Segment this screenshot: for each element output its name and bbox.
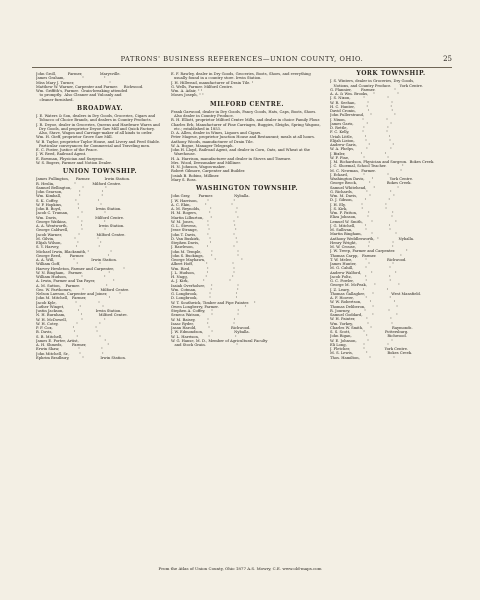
list-item: J. H. Ely, " " (330, 202, 387, 207)
list-item: James Fullington, Farmer. Irwin Station. (36, 177, 131, 182)
list-item: Michael Irwin, Blacksmith, " " (36, 249, 113, 254)
list-item: W. A. Phelps, " " (330, 147, 392, 152)
list-item: George Brock, " Bokes Creek. (330, 181, 412, 186)
list-item: George Mayhawn, " " (171, 258, 243, 262)
list-item: James Garis, " " (330, 121, 393, 126)
list-item: Thomas Gallagher, " West Mansfield. (330, 291, 422, 296)
list-item: D. Rettle, " " (330, 126, 389, 130)
list-item: W. S. Bogers, Farmer and Notion Dealer. (36, 160, 112, 165)
list-item: Jacob Foltz, " " (330, 274, 391, 279)
list-item: A. Irwin, Farmer and Tax Payer, " (36, 279, 115, 284)
list-item: D. A. Allen, dealer in Wines, Liquors and Cigars. (171, 131, 262, 135)
list-item: D. Longbrook, " " (171, 296, 238, 301)
list-item: and Stock Grain. " (171, 343, 239, 347)
list-item: W. R. Seehan, " " (330, 100, 394, 105)
list-item: Anthony Woods, manufacturer of Drain Tile. (171, 139, 254, 144)
list-item: Jacob Warner, " Milford Centre. (36, 232, 126, 237)
list-item: W. M. Baisey, " " (171, 317, 236, 322)
list-item: David Cronin, " " (330, 109, 394, 113)
list-item: J. W. Treep, Farmer and Carpenter. " (330, 249, 408, 254)
list-item: John Gearson, " " (36, 190, 104, 194)
list-item: T. W. Melee, " Richwood. (330, 257, 407, 262)
list-item: A. M. Reynolds, " " (171, 207, 238, 211)
column-middle (171, 72, 323, 347)
list-item: Peter Magrue, proprietor Junction House and Restaurant; meals at all hours. (171, 135, 316, 140)
list-item: Wm. Davis, " Milford Centre. (36, 215, 125, 220)
list-item: George M. McPeak, " " (330, 283, 400, 288)
list-item: A. A. Will, " Irwin Station. (36, 258, 118, 262)
list-item: Thomas Deliberon, " " (330, 304, 399, 309)
list-item: A. A. & Wm. Brooks, " " (330, 92, 399, 96)
washington-township-entries (171, 194, 323, 347)
list-item: M. Sullivan, " " (330, 228, 391, 232)
list-item: Nelson Lawson, Carpenter and Joiner, " (36, 292, 121, 296)
york-township-entries (330, 79, 452, 360)
list-item: to promptly. Also Cleaner and Vulcanly and (36, 93, 122, 98)
section-title-york-township: YORK TOWNSHIP. (356, 70, 426, 77)
list-item: Eli Long, " " (330, 342, 389, 347)
list-item: G. L. Stevens, " " (171, 224, 236, 228)
list-item: Wm. H. Gieff, proprietor Grove Saw Mill. (36, 135, 113, 140)
list-item: Martin Lilburton, " " (171, 215, 239, 220)
list-item: Anthony Weddlesworth, " Nyballa. (330, 236, 415, 241)
list-item: W. E. Johnson, " " (330, 338, 393, 343)
list-item: Wm. A. Adair, " " (171, 89, 203, 93)
list-item: Charles W. Smith, " Raymonds. (330, 325, 413, 330)
list-item: W. G. Hanse, M. D., Member of Agricultural Faculty (171, 338, 268, 343)
list-item: G. Wells, Farmer. Milford Centre. (171, 84, 234, 89)
list-item: Jesse Strange, " " (171, 228, 237, 233)
list-item: Wm. M. Davis, " " (330, 194, 395, 198)
list-item: J. M. Richardson, Physician and Surgeon. Bokes Creek. (330, 160, 435, 164)
list-item: J. W. Reed, Railroad Agent. (36, 152, 87, 157)
list-item: George Watkins, " " (36, 219, 106, 224)
list-item: William Hudson, " " (36, 275, 106, 279)
list-item: William Goff, " " (36, 262, 102, 267)
list-item: M. C. Newman, Farmer. " (330, 168, 403, 173)
list-item: H. C. Hunter, " " (330, 104, 393, 109)
list-item: S. Y. Harvey, " " (36, 245, 101, 250)
list-item: John H. Lloyd, Railroad Agent, and dealer in Corn, Oats, and Wheat at the Warehouse. (171, 148, 310, 157)
list-item: Isaiah Overholser, " " (171, 283, 239, 288)
list-item: Wm. Kimball, " " (36, 194, 104, 199)
list-item: W. H. Painter, " " (330, 317, 392, 322)
list-item: A. J. Kirk, " " (171, 279, 231, 284)
list-item: Martin Bingham, " " (330, 232, 397, 237)
list-item: Uriah Little, " " (330, 134, 391, 139)
list-item: Erwin Shaw, " " (36, 347, 103, 352)
list-item: Samuel Whitehead, " " (330, 185, 400, 190)
list-item: Josiah B. Robins, Milliner. (171, 173, 220, 178)
list-item: J. Nixon, " " (330, 117, 388, 122)
list-item: E. F. Rawley, dealer in Dry Goods, Groceries, Boots, Shoes, and everything usually found in a country store. Irwin Station. (171, 72, 311, 81)
list-item: J. L. Hudson, " " (171, 270, 235, 275)
list-item: R. Journey, " " (330, 308, 391, 313)
list-item: M. W. Crouse, " " (330, 245, 394, 249)
list-item: Stephen A. Coffey, " " (171, 309, 240, 313)
list-item: Thomas Carpp, Farmer. " (330, 253, 402, 258)
misc-entries-middle (171, 72, 323, 98)
list-item: Wm. Cotman, " " (171, 287, 239, 292)
list-item: Robert Gilmore, Carpenter and Builder. (171, 169, 246, 174)
list-item: Justin Jackson, " Irwin Station. (36, 309, 122, 313)
list-item: J. W. Edmondson, " Nyballa. (171, 330, 250, 335)
page-number: 25 (443, 55, 452, 63)
list-item: S. K. Coffey, " " (36, 198, 100, 203)
list-item: Jasan Harold, " Richwood. (171, 326, 251, 330)
list-item: Mrs. Wood, Dressmaker and Milliner. (171, 160, 241, 165)
list-item: Lemuel W. Smith, " " (330, 219, 397, 224)
list-item: J. Z. Leary, " " (330, 287, 389, 292)
list-item: W. M. Jones, " " (171, 219, 235, 224)
list-item: A. M. Sutton, Farmer. " (36, 283, 108, 288)
list-item: Andrew Walford, " " (330, 270, 397, 275)
section-title-broadway: BROADWAY. (77, 104, 123, 112)
list-item: George Caldwell, " " (36, 228, 106, 233)
list-item: Charles Erb, Manufacturer of Fine Carriages, Buggies, Sleighs, Spring Wagons, etc.; established in 1853. (171, 122, 321, 131)
list-item: cleaner furnished. " (36, 97, 111, 102)
list-item: Matthew W. Warner, Carpenter and Farmer. Richwood. (36, 84, 144, 89)
list-item: W. H. Cotey, " " (36, 321, 101, 326)
list-item: G. Longbrook, " " (171, 292, 238, 296)
list-item: J. Rawleson, " " (171, 245, 235, 250)
list-item: A. F. Hoover, " " (330, 296, 392, 300)
list-item: J. Fletcher, " York Centre. (330, 347, 409, 351)
list-item: John T. Davis, " " (171, 232, 235, 237)
list-item: James E. Porter, Artist, " (36, 338, 107, 343)
list-item: J. H. Hillwead, manufacturer of Drain Tile. " (171, 80, 254, 85)
list-item: J. S. Kirk, " " (330, 206, 388, 211)
list-item: H. N. Johnson, Wagon-maker. (171, 165, 226, 169)
list-item: D. J. Gibson, " " (330, 198, 391, 203)
list-item: M. S. Lewis, " Bokes Creek. (330, 351, 413, 356)
milford-centre-entries (171, 110, 323, 182)
list-item: W. P. Hopkins, " " (36, 202, 102, 207)
section-title-washington-township: WASHINGTON TOWNSHIP. (195, 185, 299, 192)
list-item: W. F. Fine, " " (330, 155, 390, 160)
list-item: Harvey Hewleton, Farmer and Carpenter, " (36, 266, 125, 271)
misc-entries (36, 72, 164, 102)
list-item: G. C. Fowler, " " (330, 279, 392, 283)
list-item: G. Plannier, Farmer. " (330, 87, 396, 92)
list-item: Washington Davis, " York Centre. (330, 177, 414, 181)
list-item: M. G. Cahill, " " (330, 266, 391, 271)
list-item: John S. Buckings, " " (171, 253, 239, 258)
list-item: Frank Garwood, dealer in Dry Goods, Fancy Goods, Hats, Caps, Boots, Shoes. Also dealer in Country Produce. (171, 109, 317, 118)
list-item: E. Bowman, Physician and Surgeon. (36, 156, 104, 161)
list-item: Andrew Garis, " " (330, 143, 395, 147)
section-title-union-township: UNION TOWNSHIP. (62, 168, 138, 175)
list-item: W. H. McDowell, " " (36, 317, 106, 322)
list-item: Eliza Johnson, " " (330, 215, 393, 220)
list-item: John B. Boyd, " Irwin Station. (36, 207, 122, 211)
list-item: S. S. Scott, " Pottersburg. (330, 330, 409, 334)
list-item: John Mitchell, Sr., " " (36, 351, 104, 356)
list-item: Luther Winget, " " (36, 304, 105, 309)
list-item: J. Eckard, " " (330, 172, 389, 177)
list-item: J. C. Shoemal, School Teacher. " (330, 164, 404, 169)
list-item: Isaac Ryder, " " (171, 321, 235, 326)
list-item: H. M. Rogers, " " (171, 211, 237, 216)
list-item: Miss Mary J. Turner, " (36, 80, 111, 85)
list-item: Wm. Ried, " " (171, 266, 235, 271)
list-item: A. A. Wentworth, " Irwin Station. (36, 224, 125, 228)
header-rule (32, 67, 452, 68)
list-item: John Groll, Farmer, Marysville. (36, 72, 121, 76)
list-item: Ephrim Bradbury, " Irwin Station. (36, 355, 127, 360)
list-item: D. Van Buskirk, " " (171, 236, 238, 241)
list-item: Samuel Bellington, " " (36, 185, 107, 190)
page-header: PATRONS' BUSINESS REFERENCES—UNION COUNTY, OHIO. (120, 55, 364, 63)
list-item: J. W. Harrison, " " (171, 198, 236, 203)
list-item: W. B. Taylor, proprietor Taylor House, and Livery and Feed Stable. Particular conveyances for Commercial and Traveling men. (36, 139, 161, 148)
list-item: R. Heslin, " Milford Centre. (36, 181, 122, 186)
list-item: Wm. Griffith's, Farmer. Grain-breaking attended (36, 89, 128, 93)
list-item: W. N. Bingham, Farmer. " (36, 270, 111, 275)
list-item: Stephen Davis, " " (171, 241, 238, 245)
page-footer: From the Atlas of Union County, Ohio 1877 A.S. Mowry, C.E. www.old-maps.com (158, 566, 322, 571)
section-title-milford-centre: MILFORD CENTRE. (210, 100, 284, 108)
list-item: Jacob C. Truman, " " (36, 211, 106, 216)
union-township-entries (36, 177, 164, 360)
list-item: B. Davis, " " (36, 330, 99, 335)
list-item: H. Nagg, " " (171, 275, 234, 279)
list-item: S. B. Mitchell, " " (36, 334, 101, 339)
list-item: Elijah Wilson, " " (36, 241, 102, 245)
list-item: E. C. Foster, Justice of the Peace. (36, 148, 98, 152)
list-item: Wm. Yorkey, " " (330, 321, 393, 326)
list-item: Jacob Kyle, " " (36, 300, 100, 305)
list-item: W. W. Robertson, " " (330, 300, 396, 305)
list-item: J. S. Nixon, " " (330, 96, 390, 101)
list-item: John M. Mitchell, Farmer, " (36, 296, 111, 301)
list-item: A. H. Shmeds, Farmer, " (36, 343, 110, 347)
list-item: Elijah Liston, " " (330, 138, 391, 143)
list-item: Seneca Watson, " " (171, 313, 240, 318)
list-item: G. Richards, " " (330, 189, 392, 194)
list-item: Wm. F. Patton, " " (330, 211, 394, 215)
list-item: James Hunter, " " (330, 262, 394, 266)
list-item: John M. Temple, " " (171, 249, 239, 254)
list-item: Thos. Hamilton, " " (330, 355, 395, 360)
list-item: M. Gilvin, " " (36, 236, 99, 241)
list-item: James Graham, " " (36, 76, 106, 81)
list-item: Owen Longberry, Farmer. " (171, 304, 247, 309)
list-item: J. R. Deyoe, dealer in Groceries, Queens and Hardware Wares and Dry Goods, and proprietor Deyoe Saw Mill and Quick Factory. Also, Stave, Wagon and Carriage-maker of all kinds to order. (36, 122, 160, 135)
column-left (36, 72, 164, 360)
column-right (330, 72, 452, 360)
list-item: John Fullerstrand, " " (330, 113, 396, 118)
list-item: John Gray, Farmer. Nyballa. (171, 194, 250, 199)
list-item: Albert Hoff, " " (171, 262, 234, 267)
list-item: John Rigan, " Richwood. (330, 334, 407, 339)
list-item: R. H. Elliott, proprietor Milford Centre Mills, and dealer in choice Family Flour. (171, 118, 321, 123)
list-item: J. Bixler, " " (330, 151, 387, 156)
broadway-entries (36, 114, 164, 165)
list-item: W. A. Bogue, Manager Telegraph. (171, 143, 234, 148)
list-item: Notions, and Country Produce. York Centre. (330, 83, 424, 88)
list-item: Mary S. Ross. (171, 177, 197, 182)
list-item: Henry Wright, " " (330, 240, 395, 245)
list-item: N. H. Burnham, " Milford Centre. (36, 313, 128, 318)
list-item: J. S. Winters, dealer in Groceries, Dry Goods, (330, 79, 415, 84)
list-item: F. C. Kelly, " " (330, 130, 388, 135)
list-item: Samuel Goddard, " " (330, 313, 398, 317)
list-item: Geo. W. Farthomrs, " Milford Centre. (36, 287, 130, 292)
list-item: J. G. Mitchell, " " (330, 223, 391, 228)
list-item: W. L. Harrison, " " (171, 334, 237, 339)
list-item: Moses Joseph, " " (171, 93, 204, 98)
list-item: H. A. Harrison, manufacturer and dealer in Stoves and Tinware. (171, 156, 292, 161)
list-item: P. F. Cox, " " (36, 326, 98, 330)
list-item: A. C. Ekin, " " (171, 202, 233, 207)
list-item: W. T. Southwick, Timber and Pipe Painter. " (171, 300, 256, 305)
list-item: George Reed, Farmer. " (36, 253, 110, 258)
list-item: J. E. Waters & Son, dealers in Dry Goods, Groceries, Cigars and Tobacco of Choice Brands, and dealers in Country Products. (36, 114, 156, 123)
